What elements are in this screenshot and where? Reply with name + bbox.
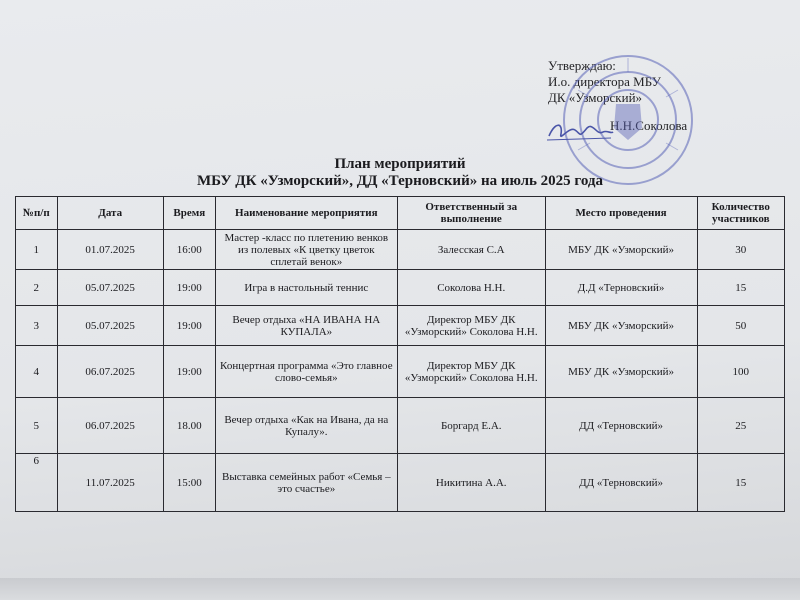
row-place: МБУ ДК «Узморский» [545,306,697,346]
header-name: Наименование мероприятия [215,197,397,230]
approval-organization: ДК «Узморский» [548,90,643,105]
row-time: 19:00 [163,270,215,306]
row-place: МБУ ДК «Узморский» [545,230,697,270]
row-count: 30 [697,230,784,270]
events-table [15,196,785,512]
row-event-name: Вечер отдыха «Как на Ивана, да на Купалу». [215,398,397,454]
page-fold [0,578,800,600]
row-event-name: Вечер отдыха «НА ИВАНА НА КУПАЛА» [215,306,397,346]
row-num: 6 [16,454,58,512]
header-time: Время [163,197,215,230]
row-event-name: Мастер -класс по плетению венков из полевых «К цветку цветок сплетай венок» [215,230,397,270]
row-time: 15:00 [163,454,215,512]
row-responsible: Соколова Н.Н. [397,270,545,306]
header-place: Место проведения [545,197,697,230]
table-row [16,398,785,454]
table-row [16,346,785,398]
row-responsible: Никитина А.А. [397,454,545,512]
row-place: МБУ ДК «Узморский» [545,346,697,398]
row-place: Д.Д «Терновский» [545,270,697,306]
row-count: 100 [697,346,784,398]
row-time: 16:00 [163,230,215,270]
row-date: 05.07.2025 [57,270,163,306]
header-num: №п/п [16,197,58,230]
table-header-row [16,197,785,230]
header-date: Дата [57,197,163,230]
row-date: 06.07.2025 [57,346,163,398]
signature [545,116,615,146]
page-subtitle: МБУ ДК «Узморский», ДД «Терновский» на июль 2025 года [196,173,604,189]
row-count: 50 [697,306,784,346]
row-num: 3 [16,306,58,346]
table-row [16,230,785,270]
table-row [16,270,785,306]
row-event-name: Игра в настольный теннис [215,270,397,306]
approval-name: Н.Н.Соколова [610,118,688,133]
row-count: 15 [697,454,784,512]
approval-heading: Утверждаю: [548,58,616,73]
row-time: 19:00 [163,306,215,346]
row-date: 01.07.2025 [57,230,163,270]
header-count: Количество участников [697,197,784,230]
page-title: План мероприятий [334,156,466,172]
row-num: 2 [16,270,58,306]
row-event-name: Концертная программа «Это главное слово-семья» [215,346,397,398]
row-num: 1 [16,230,58,270]
approval-position: И.о. директора МБУ [548,74,661,89]
row-date: 05.07.2025 [57,306,163,346]
row-date: 06.07.2025 [57,398,163,454]
table-row [16,454,785,512]
row-num: 4 [16,346,58,398]
header-responsible: Ответственный за выполнение [397,197,545,230]
row-responsible: Залесская С.А [397,230,545,270]
row-count: 15 [697,270,784,306]
row-place: ДД «Терновский» [545,398,697,454]
row-time: 18.00 [163,398,215,454]
row-date: 11.07.2025 [57,454,163,512]
row-num: 5 [16,398,58,454]
row-responsible: Директор МБУ ДК «Узморский» Соколова Н.Н. [397,346,545,398]
row-place: ДД «Терновский» [545,454,697,512]
row-time: 19:00 [163,346,215,398]
row-responsible: Директор МБУ ДК «Узморский» Соколова Н.Н. [397,306,545,346]
row-count: 25 [697,398,784,454]
row-responsible: Боргард Е.А. [397,398,545,454]
table-row [16,306,785,346]
row-event-name: Выставка семейных работ «Семья – это счастье» [215,454,397,512]
